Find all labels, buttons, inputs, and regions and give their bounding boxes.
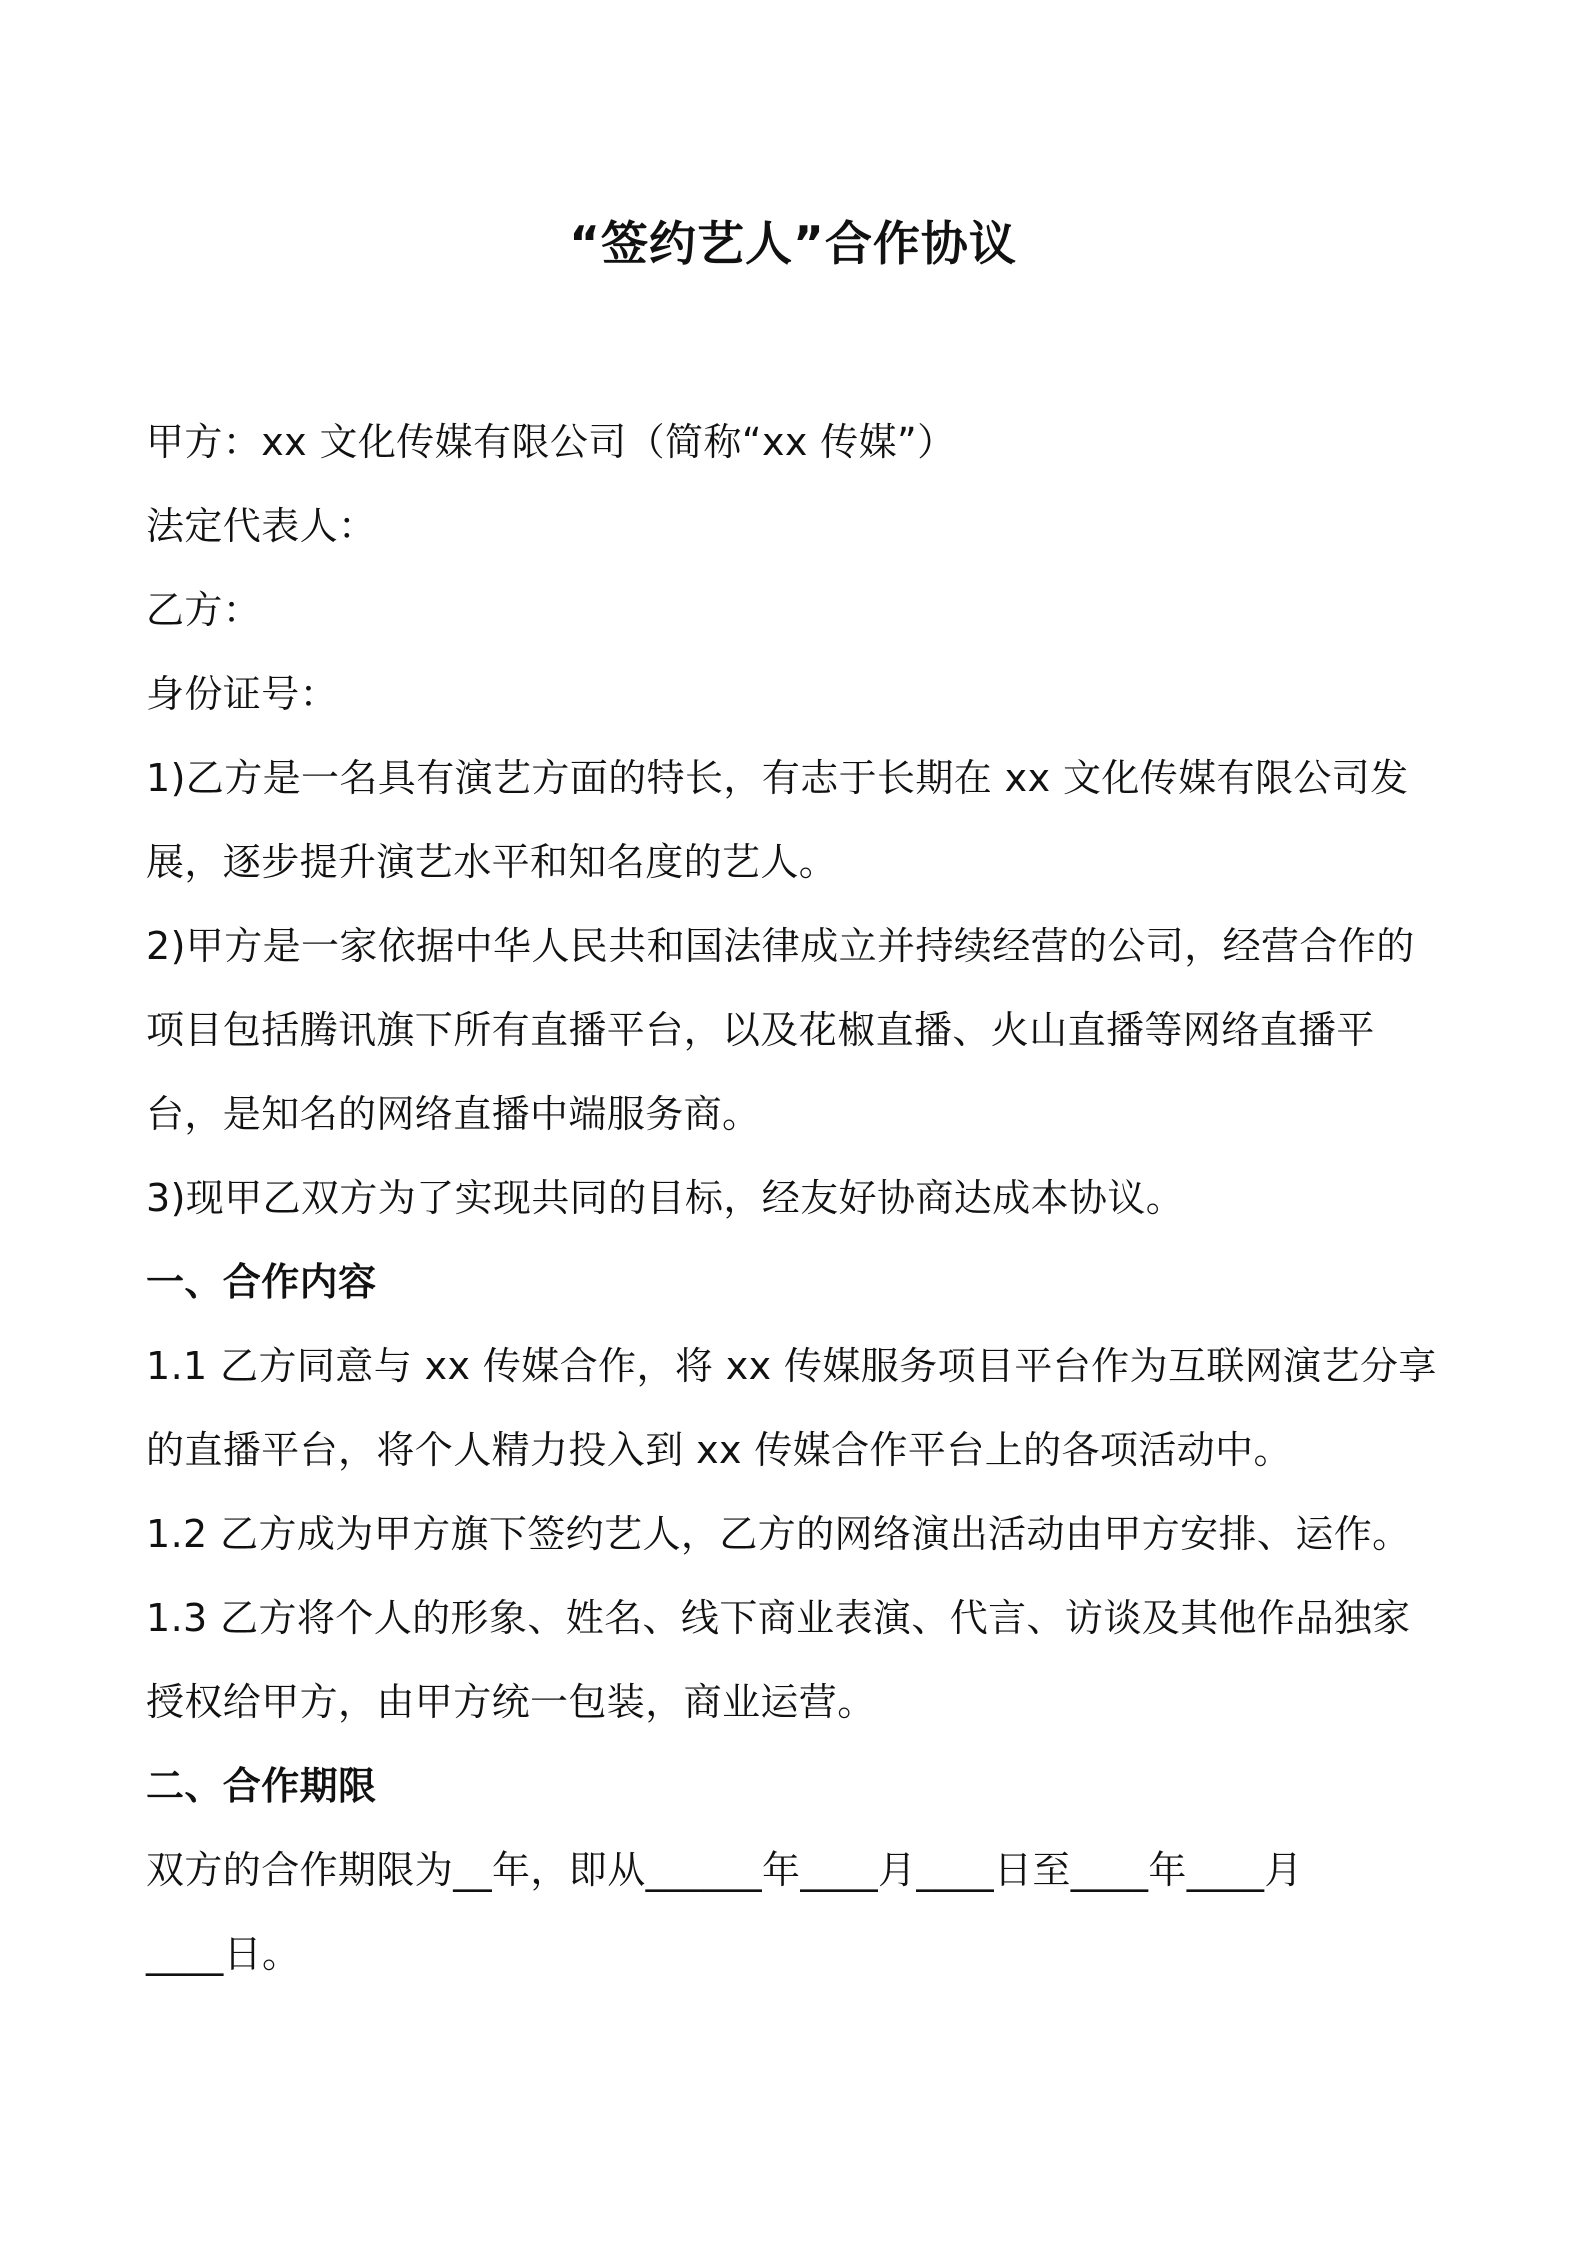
paragraph-line: ____日。: [146, 1932, 301, 1976]
paragraph-line: 项目包括腾讯旗下所有直播平台，以及花椒直播、火山直播等网络直播平: [146, 1008, 1375, 1052]
document-body: [146, 400, 1456, 1996]
paragraph-line: 的直播平台，将个人精力投入到 xx 传媒合作平台上的各项活动中。: [146, 1428, 1292, 1472]
party-a-line: 甲方：xx 文化传媒有限公司（简称“xx 传媒”）: [146, 420, 956, 464]
id-number-line: 身份证号：: [146, 672, 339, 716]
paragraph-line: 1.3 乙方将个人的形象、姓名、线下商业表演、代言、访谈及其他作品独家: [146, 1596, 1411, 1640]
paragraph-line: 授权给甲方，由甲方统一包装，商业运营。: [146, 1680, 876, 1724]
paragraph-line: 展，逐步提升演艺水平和知名度的艺人。: [146, 840, 838, 884]
paragraph-line: 台，是知名的网络直播中端服务商。: [146, 1092, 761, 1136]
section-heading: 二、合作期限: [146, 1764, 377, 1808]
paragraph-line: 1)乙方是一名具有演艺方面的特长，有志于长期在 xx 文化传媒有限公司发: [146, 756, 1409, 800]
paragraph-line: 双方的合作期限为__年，即从______年____月____日至____年____月: [146, 1848, 1303, 1892]
legal-representative-line: 法定代表人：: [146, 504, 377, 548]
paragraph-line: 3)现甲乙双方为了实现共同的目标，经友好协商达成本协议。: [146, 1176, 1185, 1220]
paragraph-line: 1.2 乙方成为甲方旗下签约艺人，乙方的网络演出活动由甲方安排、运作。: [146, 1512, 1411, 1556]
document-title: “签约艺人”合作协议: [569, 217, 1017, 272]
paragraph-line: 2)甲方是一家依据中华人民共和国法律成立并持续经营的公司，经营合作的: [146, 924, 1415, 968]
section-heading: 一、合作内容: [146, 1260, 377, 1304]
party-b-line: 乙方：: [146, 588, 262, 632]
paragraph-line: 1.1 乙方同意与 xx 传媒合作，将 xx 传媒服务项目平台作为互联网演艺分享: [146, 1344, 1437, 1388]
